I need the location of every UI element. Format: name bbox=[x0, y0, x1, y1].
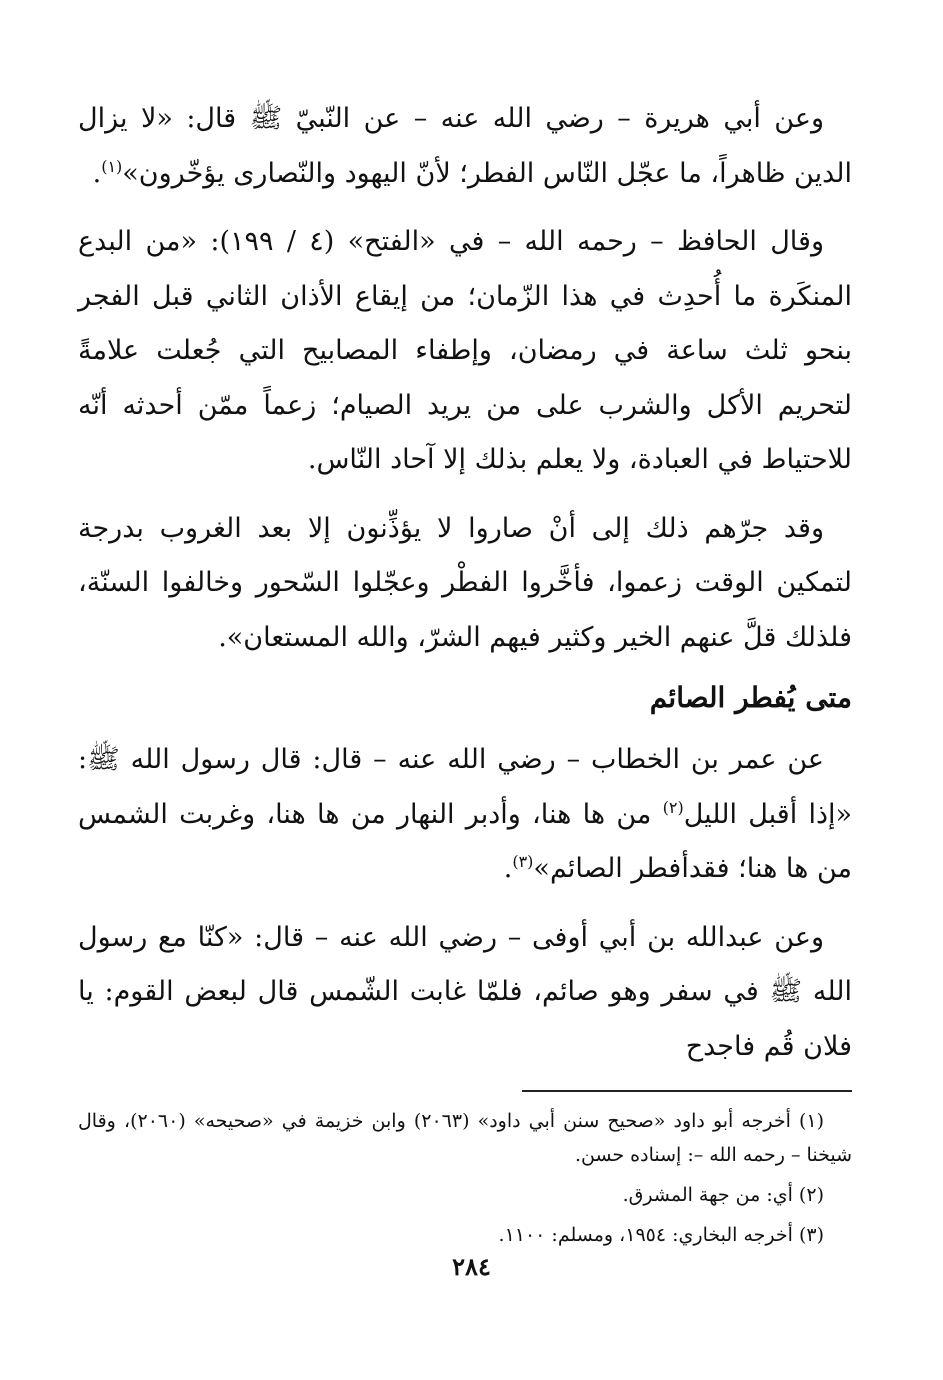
page-number: ٢٨٤ bbox=[452, 1252, 491, 1281]
paragraph-hadith-abu-hurayra bbox=[78, 92, 852, 201]
paragraph-text-cont: من ها هنا، وأدبر النهار من ها هنا، وغربت الشمس من ها هنا؛ فقدأفطر الصائم» bbox=[78, 798, 852, 884]
paragraph-text: عن عمر بن الخطاب – رضي الله عنه – قال: قال رسول الله ﷺ: «إذا أقبل الليل bbox=[78, 744, 852, 830]
footnote-separator bbox=[522, 1090, 852, 1092]
footnotes bbox=[78, 1104, 852, 1252]
paragraph-text: وقال الحافظ – رحمه الله – في «الفتح» (٤ / ١٩٩): «من البدع المنكَرة ما أُحدِث في هذا الزّمان؛ من إيقاع الأذان الثاني قبل الفجر بنحو ثلث ساعة في رمضان، وإطفاء المصابيح التي جُعلت علامةً لتحريم الأكل والشرب على من يريد الصيام؛ زعماً ممّن أحدثه أنّه للاحتياط في العبادة، ولا يعلم بذلك إلا آحاد النّاس. bbox=[78, 226, 852, 475]
paragraph-text: وعن أبي هريرة – رضي الله عنه – عن النّبيّ ﷺ قال: «لا يزال الدين ظاهراً، ما عجّل النّاس الفطر؛ لأنّ اليهود والنّصارى يؤخّرون» bbox=[78, 103, 852, 189]
footnote-ref-3[interactable]: (٣) bbox=[512, 852, 534, 871]
section-heading: متى يُفطر الصائم bbox=[649, 681, 852, 714]
paragraph-al-hafiz-quote bbox=[78, 215, 852, 488]
footnote-ref-1[interactable]: (١) bbox=[101, 156, 123, 176]
footnote-ref-2[interactable]: (٢) bbox=[662, 797, 684, 817]
paragraph-hadith-abdullah-ibn-abi-awfa bbox=[78, 911, 852, 1075]
paragraph-text: وعن عبدالله بن أبي أوفى – رضي الله عنه – قال: «كنّا مع رسول الله ﷺ في سفر وهو صائم، فلمّا غابت الشّمس قال لبعض القوم: يا فلان قُم فاجدح bbox=[78, 921, 852, 1062]
paragraph-hadith-umar bbox=[78, 733, 852, 897]
footnote-1: (١) أخرجه أبو داود «صحيح سنن أبي داود» (٢٠٦٣) وابن خزيمة في «صحيحه» (٢٠٦٠)، وقال شيخنا – رحمه الله –: إسناده حسن. bbox=[78, 1110, 852, 1166]
footnote-2: (٢) أي: من جهة المشرق. bbox=[622, 1184, 824, 1206]
book-page bbox=[78, 92, 852, 1342]
paragraph-end: . bbox=[92, 157, 102, 189]
paragraph-text: وقد جرّهم ذلك إلى أنْ صاروا لا يؤذِّنون إلا بعد الغروب بدرجة لتمكين الوقت زعموا، فأخَّروا الفطْر وعجّلوا السّحور وخالفوا السنّة، فلذلك قلَّ عنهم الخير وكثير فيهم الشرّ، والله المستعان». bbox=[78, 512, 852, 653]
footnote-3: (٣) أخرجه البخاري: ١٩٥٤، ومسلم: ١١٠٠. bbox=[498, 1224, 824, 1246]
paragraph-end: . bbox=[503, 853, 513, 884]
paragraph-quote-continuation bbox=[78, 502, 852, 666]
